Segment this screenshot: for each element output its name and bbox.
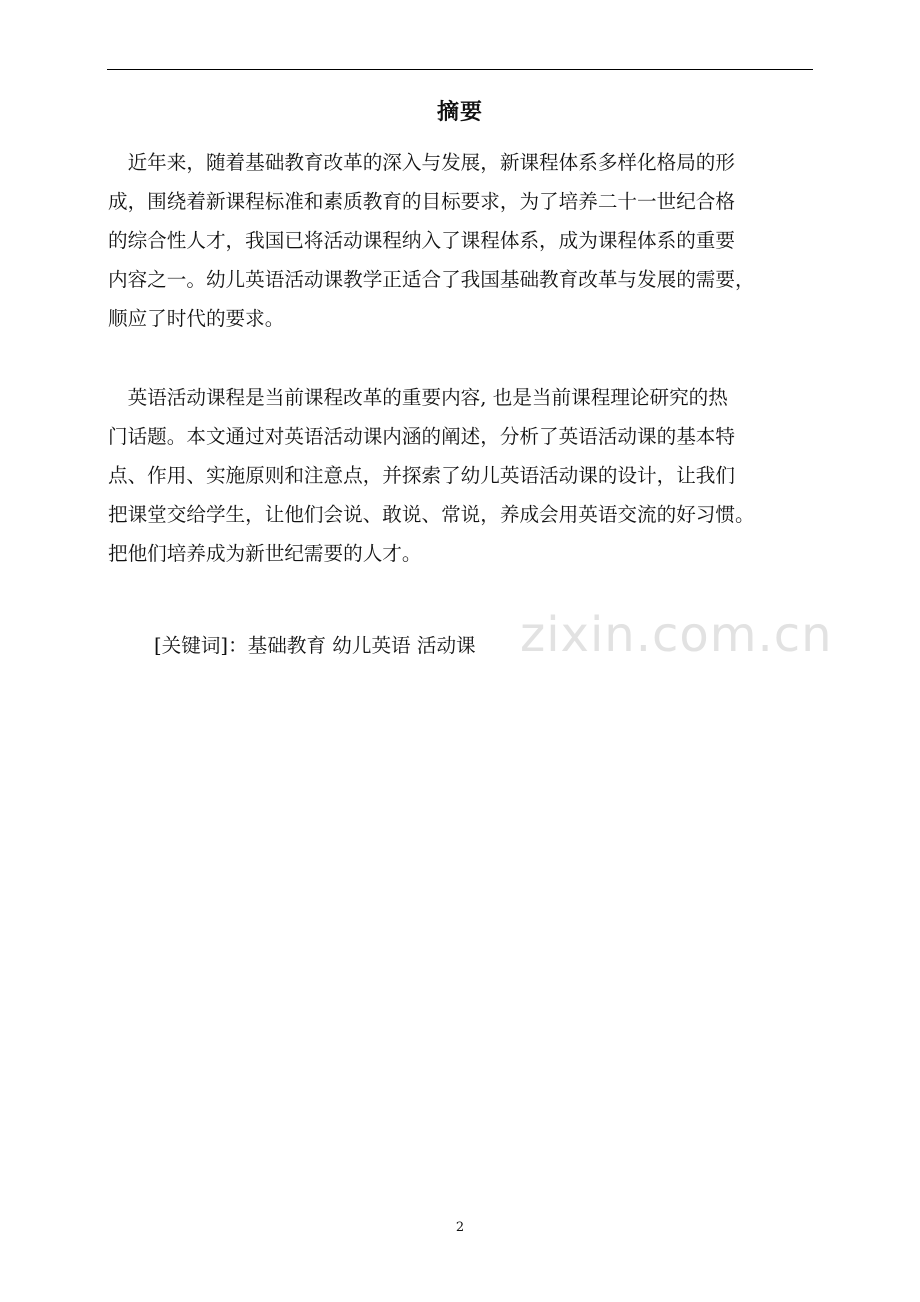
paragraph-1-line: 的综合性人才，我国已将活动课程纳入了课程体系，成为课程体系的重要 <box>108 229 735 252</box>
header-rule <box>107 69 813 70</box>
abstract-title: 摘要 <box>436 100 483 125</box>
paragraph-2-line: 点、作用、实施原则和注意点，并探索了幼儿英语活动课的设计，让我们 <box>108 464 735 487</box>
paragraph-1-line: 近年来，随着基础教育改革的深入与发展，新课程体系多样化格局的形 <box>108 151 735 174</box>
paragraph-2 <box>108 378 755 573</box>
paragraph-2-line: 英语活动课程是当前课程改革的重要内容, 也是当前课程理论研究的热 <box>108 386 728 409</box>
paragraph-1 <box>108 143 755 338</box>
watermark: zixin.com.cn <box>520 607 833 663</box>
page-number: 2 <box>455 1220 465 1235</box>
paragraph-1-line: 顺应了时代的要求。 <box>108 307 285 330</box>
keywords-line: [关键词]：基础教育 幼儿英语 活动课 <box>154 634 476 657</box>
paragraph-1-line: 成，围绕着新课程标准和素质教育的目标要求，为了培养二十一世纪合格 <box>108 190 735 213</box>
paragraph-2-line: 把他们培养成为新世纪需要的人才。 <box>108 542 422 565</box>
paragraph-1-line: 内容之一。幼儿英语活动课教学正适合了我国基础教育改革与发展的需要， <box>108 268 755 291</box>
paragraph-2-line: 把课堂交给学生，让他们会说、敢说、常说，养成会用英语交流的好习惯。 <box>108 503 755 526</box>
paragraph-2-line: 门话题。本文通过对英语活动课内涵的阐述，分析了英语活动课的基本特 <box>108 425 735 448</box>
